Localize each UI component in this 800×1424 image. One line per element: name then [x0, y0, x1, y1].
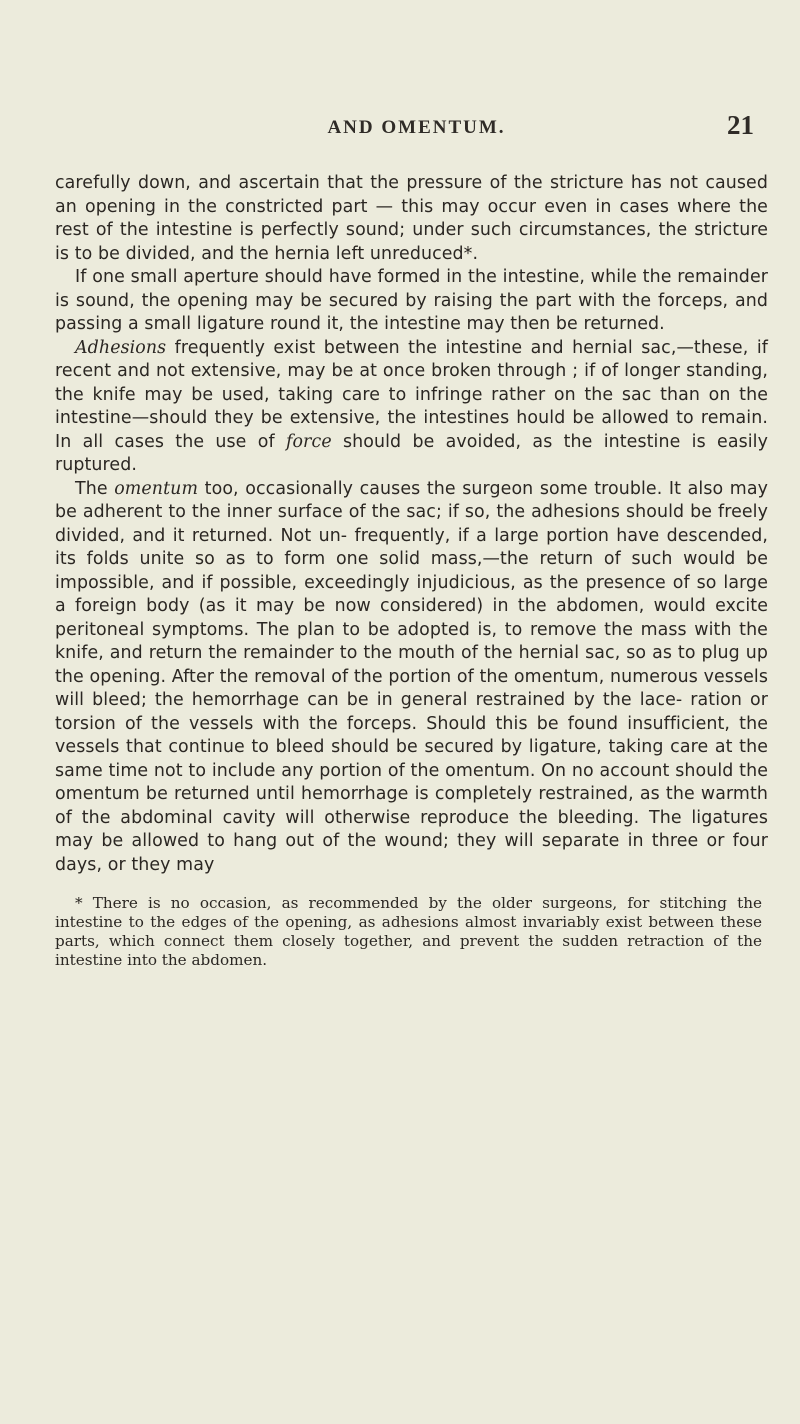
page-number: 21 — [727, 110, 754, 140]
paragraph-4 — [55, 478, 768, 878]
paragraph-3 — [55, 337, 768, 478]
footnote: * There is no occasion, as recommended by the older surgeons, for stitching the intestine to the edges of the opening, as adhesions almost invariably exist between these parts, which connect them closely together, and prevent the sudden retraction of the intestine into the abdomen. — [55, 894, 762, 969]
paragraph-4-text-a: The — [75, 478, 115, 499]
running-title: AND OMENTUM. — [327, 117, 506, 138]
paragraph-2: If one small aperture should have formed in the intestine, while the remainder is sound, the opening may be secured by raising the part with the forceps, and passing a small ligature round it, the intestine may then be returned. — [55, 267, 768, 334]
italic-term-adhesions: Adhesions — [75, 337, 167, 358]
italic-term-omentum: omentum — [114, 478, 199, 499]
paragraph-4-text-b: too, occasionally causes the surgeon some trouble. It also may be adherent to the inner surface of the sac; if so, the adhesions should be freely divided, and it returned. Not un- frequently, if a large portion have descended, its folds unite so as to form one solid mass,—the return of such would be impossible, and if possible, exceedingly injudicious, as the presence of so large a foreign body (as it may be now considered) in the abdomen, would excite peritoneal symptoms. The plan to be adopted is, to remove the mass with the knife, and return the remainder to the mouth of the hernial sac, so as to plug up the opening. After the removal of the portion of the omentum, numerous vessels will bleed; the hemorrhage can be in general restrained by the lace- ration or torsion of the vessels with the forceps. Should this be found insufficient, the vessels that continue to bleed should be secured by ligature, taking care at the same time not to include any portion of the omentum. On no account should the omentum be returned until hemorrhage is completely restrained, as the warmth of the abdominal cavity will otherwise reproduce the bleeding. The ligatures may be allowed to hang out of the wound; they will separate in three or four days, or they may — [55, 478, 768, 875]
running-header — [55, 0, 768, 150]
paragraph-1: carefully down, and ascertain that the pressure of the stricture has not caused an opening in the constricted part — this may occur even in cases where the rest of the intestine is perfectly sound; under such circumstances, the stricture is to be divided, and the hernia left unreduced*. — [55, 173, 768, 264]
paragraph-3-text-b: should be avoided, as the intestine is easily ruptured. — [55, 431, 768, 475]
italic-term-force: force — [285, 431, 332, 452]
paragraph-3-text-a: frequently exist between the intestine and hernial sac,—these, if recent and not extensive, may be at once broken through ; if of longer standing, the knife may be used, taking care to infringe rather on the sac than on the intestine—should they be extensive, the intestines hould be allowed to remain. In all cases the use of — [55, 337, 768, 452]
body-text — [55, 172, 768, 877]
